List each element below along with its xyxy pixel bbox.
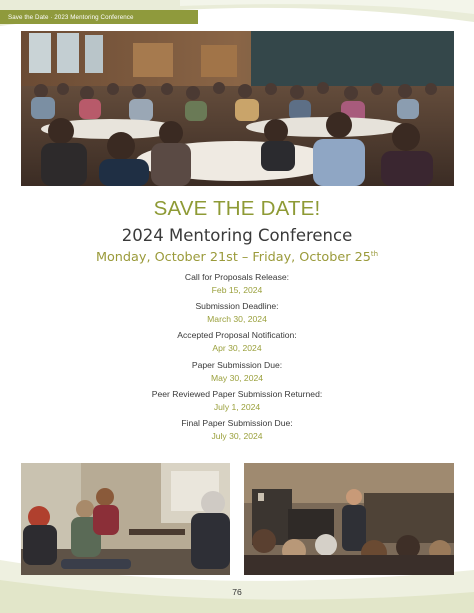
conference-dates-text: Monday, October 21st – Friday, October 25 xyxy=(95,250,371,265)
milestone-item xyxy=(0,271,474,300)
milestone-item xyxy=(0,300,474,329)
milestone-item xyxy=(0,359,474,388)
header-band xyxy=(0,10,198,24)
milestone-date: March 30, 2024 xyxy=(207,314,267,325)
milestone-list xyxy=(0,271,474,446)
milestone-label: Peer Reviewed Paper Submission Returned: xyxy=(151,388,323,399)
conference-title: 2024 Mentoring Conference xyxy=(121,226,353,245)
milestone-label: Call for Proposals Release: xyxy=(184,272,290,282)
header-label: Save the Date · 2023 Mentoring Conference xyxy=(8,13,134,21)
milestone-date: May 30, 2024 xyxy=(210,372,264,383)
conference-audience-photo xyxy=(21,31,454,186)
milestone-date: Apr 30, 2024 xyxy=(212,343,262,354)
milestone-label: Final Paper Submission Due: xyxy=(181,417,293,428)
milestone-item xyxy=(0,388,474,417)
milestone-date: July 30, 2024 xyxy=(211,430,263,441)
group-discussion-photo xyxy=(21,463,230,575)
milestone-label: Paper Submission Due: xyxy=(191,359,283,370)
conference-dates-suffix: th xyxy=(370,250,379,258)
page-number: 76 xyxy=(232,587,242,597)
conference-dates xyxy=(0,250,474,265)
milestone-item xyxy=(0,329,474,358)
milestone-label: Submission Deadline: xyxy=(195,301,279,312)
presenter-photo xyxy=(244,463,454,575)
milestone-item xyxy=(0,417,474,446)
save-the-date-headline: SAVE THE DATE! xyxy=(153,197,321,220)
milestone-date: Feb 15, 2024 xyxy=(211,285,263,295)
milestone-date: July 1, 2024 xyxy=(213,401,261,412)
milestone-label: Accepted Proposal Notification: xyxy=(177,330,297,341)
